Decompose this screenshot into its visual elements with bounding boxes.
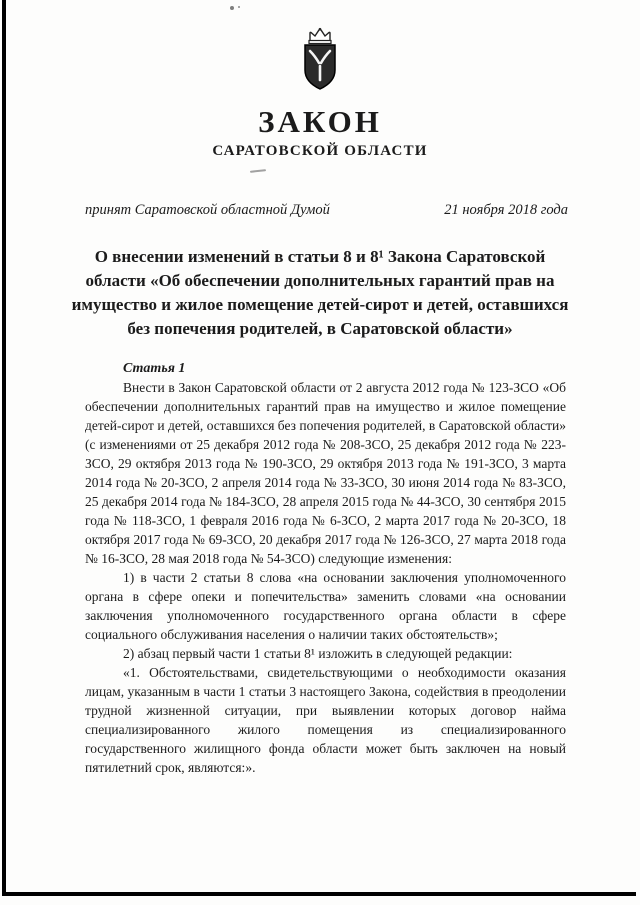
scan-artifact-top — [230, 6, 234, 10]
adoption-row — [0, 202, 640, 219]
adopted-by-text: принят Саратовской областной Думой — [85, 201, 330, 218]
document-title: О внесении изменений в статьи 8 и 8¹ Закона Саратовской области «Об обеспечении дополнительных гарантий прав на имущество и жилое помещение детей-сирот и детей, оставшихся без попечения родителей, в Саратовской области» — [71, 246, 569, 338]
article-body — [0, 359, 640, 777]
paragraph-quote: «1. Обстоятельствами, свидетельствующими о необходимости оказания лицам, указанным в части 1 статьи 3 настоящего Закона, содействия в преодолении трудной жизненной ситуации, при выявлении которых договор найма специализированного жилого помещения из специализированного государственного жилищного фонда области может быть заключен на новый пятилетний срок, являются:». — [85, 664, 566, 775]
scan-artifact-middle — [250, 169, 266, 173]
paragraph-item-1: 1) в части 2 статьи 8 слова «на основании заключения уполномоченного органа в сфере опеки и попечительства» заменить словами «на основании заключения уполномоченного государственного органа области в сфере социального обслуживания населения о наличии таких обстоятельств»; — [85, 569, 566, 642]
adoption-date: 21 ноября 2018 года — [444, 201, 568, 218]
law-word: ЗАКОН — [258, 104, 382, 139]
scan-border-bottom — [2, 892, 636, 896]
paragraph-item-2: 2) абзац первый части 1 статьи 8¹ изложить в следующей редакции: — [123, 645, 513, 661]
article-heading: Статья 1 — [123, 360, 186, 376]
coat-of-arms-icon — [0, 26, 640, 94]
law-region: САРАТОВСКОЙ ОБЛАСТИ — [212, 142, 428, 159]
scan-border-left — [2, 0, 6, 896]
paragraph-intro: Внести в Закон Саратовской области от 2 августа 2012 года № 123-ЗСО «Об обеспечении дополнительных гарантий прав на имущество и жилое помещение детей-сирот и детей, оставшихся без попечения родителей, в Саратовской области» (с изменениями от 25 декабря 2012 года № 208-ЗСО, 25 декабря 2012 года № 223-ЗСО, 29 октября 2013 года № 190-ЗСО, 29 октября 2013 года № 191-ЗСО, 3 марта 2014 года № 20-ЗСО, 2 апреля 2014 года № 33-ЗСО, 30 июня 2014 года № 83-ЗСО, 25 декабря 2014 года № 184-ЗСО, 28 апреля 2015 года № 44-ЗСО, 30 сентября 2015 года № 118-ЗСО, 1 февраля 2016 года № 6-ЗСО, 2 марта 2017 года № 20-ЗСО, 18 октября 2017 года № 69-ЗСО, 20 декабря 2017 года № 126-ЗСО, 27 марта 2018 года № 16-ЗСО, 28 мая 2018 года № 54-ЗСО) следующие изменения: — [85, 379, 566, 566]
